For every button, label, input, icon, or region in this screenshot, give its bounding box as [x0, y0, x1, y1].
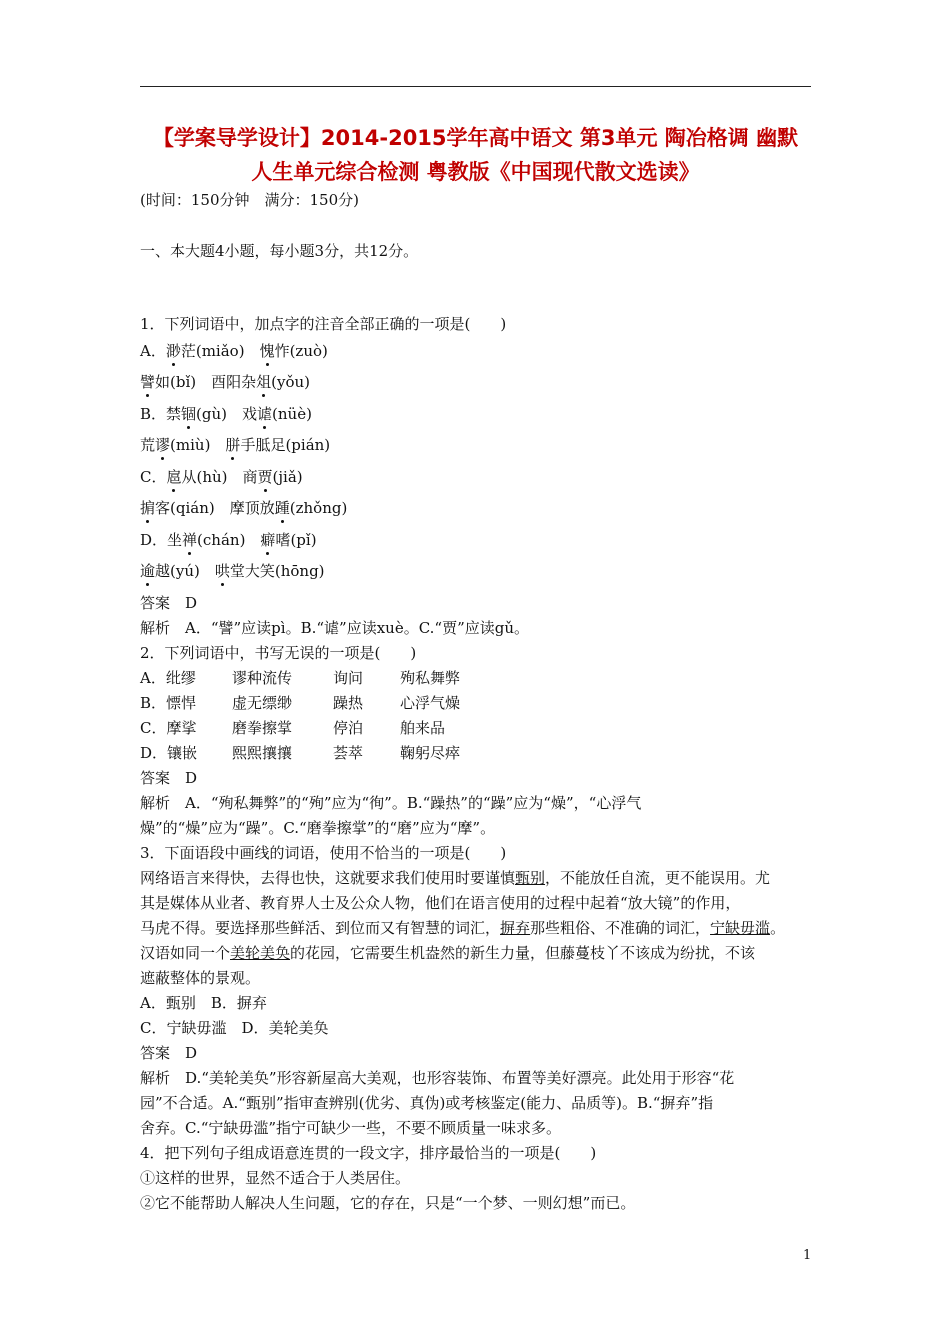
dotted-char: 譬	[140, 373, 156, 391]
passage-text: 。	[770, 919, 786, 937]
q1-option-b-line2	[140, 435, 330, 455]
q2-word: 磨拳擦掌	[232, 719, 293, 737]
dotted-char: 逾	[140, 562, 156, 580]
dotted-char: 俎	[256, 373, 272, 391]
q1-c1-mid: 从(hù) 商	[181, 468, 258, 486]
dotted-char: 谬	[155, 436, 171, 454]
q1-b1-mid: (gù) 戏	[196, 405, 258, 423]
dotted-char: 谑	[257, 405, 273, 423]
dotted-char: 扈	[166, 468, 182, 486]
exam-meta: (时间：150分钟 满分：150分)	[140, 191, 359, 209]
q3-analysis-line3: 舍弃。C.“宁缺毋滥”指宁可缺少一些，不要不顾质量一味求多。	[140, 1119, 562, 1137]
q1-option-c-line1	[140, 467, 303, 487]
passage-text: 汉语如同一个	[140, 944, 231, 962]
underlined-word: 美轮美奂	[230, 944, 291, 962]
q4-sentence-2: ②它不能帮助人解决人生问题，它的存在，只是“一个梦、一则幻想”而已。	[140, 1194, 636, 1212]
q1-option-d-line1	[140, 530, 317, 550]
q3-analysis-line2: 园”不合适。A.“甄别”指审查辨别(优劣、真伪)或考核鉴定(能力、品质等)。B.“摒弃”指	[140, 1094, 714, 1112]
dotted-char: 禅	[182, 531, 198, 549]
dotted-char: 胼	[225, 436, 241, 454]
page-number: 1	[803, 1248, 812, 1263]
q1-c2-end: (zhǒng)	[289, 499, 348, 517]
header-rule	[140, 86, 811, 87]
underlined-word: 宁缺毋滥	[710, 919, 771, 937]
q1-a2-end: (yǒu)	[271, 373, 311, 391]
q1-c2-mid: 客(qián) 摩顶放	[155, 499, 275, 517]
document-title-line-2: 人生单元综合检测 粤教版《中国现代散文选读》	[251, 160, 700, 184]
underlined-word: 甄别	[515, 869, 546, 887]
passage-text: 网络语言来得快，去得也快，这就要求我们使用时要谨慎	[140, 869, 516, 887]
q3-stem: 3．下面语段中画线的词语，使用不恰当的一项是( )	[140, 844, 507, 862]
underlined-word: 摒弃	[500, 919, 531, 937]
dotted-char: 踵	[274, 499, 290, 517]
section-heading: 一、本大题4小题，每小题3分，共12分。	[140, 242, 419, 260]
q3-options-ab: A．甄别 B．摒弃	[140, 994, 267, 1012]
q1-option-d-line2	[140, 561, 325, 581]
q2-option-b	[140, 693, 460, 713]
q2-option-c	[140, 718, 445, 738]
passage-text: ，不能放任自流，更不能误用。尤	[545, 869, 771, 887]
q2-option-a	[140, 668, 460, 688]
q3-options-cd: C．宁缺毋滥 D．美轮美奂	[140, 1019, 329, 1037]
q1-a1-end: 怍(zuò)	[274, 342, 328, 360]
q4-sentence-1: ①这样的世界，显然不适合于人类居住。	[140, 1169, 411, 1187]
q2-option-d	[140, 743, 460, 763]
q2-word: 熙熙攘攘	[232, 744, 293, 762]
passage-text: 马虎不得。要选择那些鲜活、到位而又有智慧的词汇，	[140, 919, 501, 937]
q2-word: 鞠躬尽瘁	[400, 744, 461, 762]
q2-word: D．镶嵌	[140, 744, 198, 762]
q3-answer: 答案 D	[140, 1044, 198, 1062]
q1-d1-prefix: D．坐	[140, 531, 183, 549]
q2-word: A．纰缪	[140, 669, 196, 687]
q4-stem: 4．把下列句子组成语意连贯的一段文字，排序最恰当的一项是( )	[140, 1144, 597, 1162]
q1-option-c-line2	[140, 498, 347, 518]
q3-passage-line3	[140, 918, 785, 938]
q2-word: 心浮气燥	[400, 694, 461, 712]
q1-a1-mid: 茫(miǎo)	[180, 342, 260, 360]
dotted-char: 哄	[214, 562, 230, 580]
q1-b1-end: (nüè)	[272, 405, 312, 423]
q1-b2-prefix: 荒	[140, 436, 156, 454]
q2-word: C．摩挲	[140, 719, 197, 737]
dotted-char: 贾	[257, 468, 273, 486]
q1-d1-mid: (chán)	[197, 531, 261, 549]
q1-b2-mid: (miù)	[170, 436, 226, 454]
q1-d2-end: 堂大笑(hōng)	[229, 562, 325, 580]
q2-word: 虚无缥缈	[232, 694, 293, 712]
dotted-char: 渺	[165, 342, 181, 360]
dotted-char: 愧	[259, 342, 275, 360]
dotted-char: 锢	[181, 405, 197, 423]
dotted-char: 掮	[140, 499, 156, 517]
q2-answer: 答案 D	[140, 769, 198, 787]
q3-passage-line2: 其是媒体从业者、教育界人士及公众人物，他们在语言使用的过程中起着“放大镜”的作用，	[140, 894, 741, 912]
q2-analysis-line2: 燥”的“燥”应为“躁”。C.“磨拳擦掌”的“磨”应为“摩”。	[140, 819, 496, 837]
q1-option-a-line2	[140, 372, 310, 392]
q3-passage-line1	[140, 868, 770, 888]
q1-option-b-line1	[140, 404, 312, 424]
q2-word: 躁热	[333, 694, 364, 712]
q1-stem: 1．下列词语中，加点字的注音全部正确的一项是( )	[140, 315, 507, 333]
q2-word: 舶来品	[400, 719, 446, 737]
q1-analysis: 解析 A．“譬”应读pì。B.“谑”应读xuè。C.“贾”应读gǔ。	[140, 619, 530, 637]
q2-stem: 2．下列词语中，书写无误的一项是( )	[140, 644, 417, 662]
q2-word: 殉私舞弊	[400, 669, 461, 687]
passage-text: 那些粗俗、不准确的词汇，	[530, 919, 711, 937]
q2-word: B．慓悍	[140, 694, 197, 712]
q1-a2-mid: 如(bǐ) 酉阳杂	[155, 373, 257, 391]
q2-word: 谬种流传	[232, 669, 293, 687]
dotted-char: 癖	[260, 531, 276, 549]
q3-analysis-line1: 解析 D.“美轮美奂”形容新屋高大美观，也形容装饰、布置等美好漂亮。此处用于形容“花	[140, 1069, 735, 1087]
q3-passage-line4	[140, 943, 755, 963]
q1-c1-prefix: C．	[140, 468, 167, 486]
q1-d1-end: 嗜(pǐ)	[275, 531, 317, 549]
q2-word: 荟萃	[333, 744, 364, 762]
q1-d2-mid: 越(yú)	[155, 562, 215, 580]
q1-b2-end: 手胝足(pián)	[240, 436, 331, 454]
document-title-line-1: 【学案导学设计】2014-2015学年高中语文 第3单元 陶冶格调 幽默	[152, 126, 799, 150]
q1-answer: 答案 D	[140, 594, 198, 612]
q1-c1-end: (jiǎ)	[272, 468, 303, 486]
q2-analysis-line1: 解析 A．“殉私舞弊”的“殉”应为“徇”。B.“躁热”的“躁”应为“燥”，“心浮气	[140, 794, 642, 812]
q1-option-a-line1	[140, 341, 328, 361]
q2-word: 停泊	[333, 719, 364, 737]
q3-passage-line5: 遮蔽整体的景观。	[140, 969, 261, 987]
passage-text: 的花园，它需要生机盎然的新生力量，但藤蔓枝丫不该成为纷扰，不该	[290, 944, 756, 962]
q1-a1-prefix: A．	[140, 342, 166, 360]
q2-word: 询问	[333, 669, 364, 687]
q1-b1-prefix: B．禁	[140, 405, 182, 423]
